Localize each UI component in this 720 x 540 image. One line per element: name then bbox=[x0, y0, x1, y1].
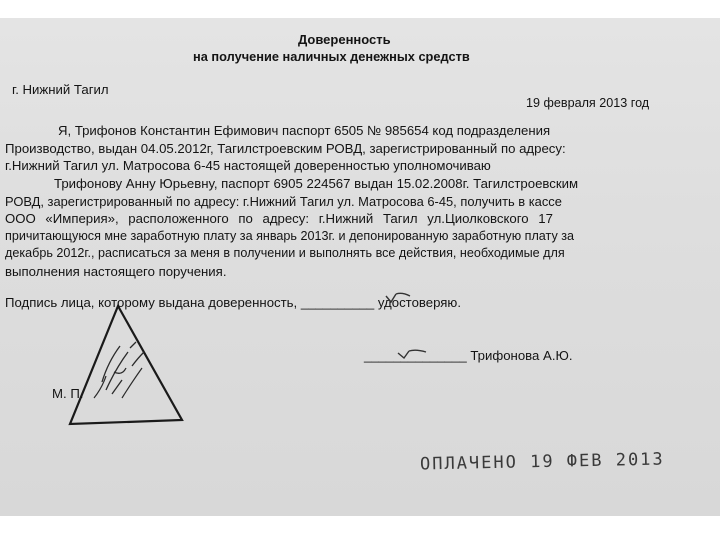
body-line-3: г.Нижний Тагил ул. Матросова 6-45 настоящей доверенностью уполномочиваю bbox=[5, 158, 491, 173]
signature-prefix: Подпись лица, которому выдана доверенность, bbox=[5, 295, 298, 310]
signature-blank: __________ bbox=[300, 295, 375, 310]
body-line-6: ООО «Империя», расположенного по адресу: г.Нижний Тагил ул.Циолковского 17 bbox=[5, 211, 553, 226]
body-line-9: выполнения настоящего поручения. bbox=[5, 264, 227, 279]
second-signature-blank: ______________ bbox=[364, 348, 467, 363]
body-line-4: Трифонову Анну Юрьевну, паспорт 6905 224567 выдан 15.02.2008г. Тагилстроевским bbox=[54, 176, 579, 191]
handwritten-signature-2 bbox=[396, 345, 430, 361]
triangle-seal bbox=[62, 302, 192, 436]
body-line-2: Производство, выдан 04.05.2012г, Тагилстроевским РОВД, зарегистрированный по адресу: bbox=[5, 141, 566, 156]
body-line-7: причитающуюся мне заработную плату за январь 2013г. и депонированную заработную плату за bbox=[5, 229, 575, 243]
handwritten-signature-1 bbox=[384, 290, 414, 306]
city: г. Нижний Тагил bbox=[12, 82, 109, 97]
document-subtitle: на получение наличных денежных средств bbox=[193, 49, 470, 64]
body-line-1: Я, Трифонов Константин Ефимович паспорт 6505 № 985654 код подразделения bbox=[58, 123, 551, 138]
body-line-5: РОВД, зарегистрированный по адресу: г.Нижний Тагил ул. Матросова 6-45, получить в кассе bbox=[5, 194, 562, 209]
signature-suffix: удостоверяю. bbox=[377, 295, 461, 310]
second-signature-name: Трифонова А.Ю. bbox=[470, 348, 573, 363]
body-line-8: декабрь 2012г., расписаться за меня в получении и выполнять все действия, необходимые для bbox=[5, 246, 565, 260]
document-date: 19 февраля 2013 год bbox=[526, 96, 650, 110]
paid-stamp: ОПЛАЧЕНО 19 ФЕВ 2013 bbox=[419, 449, 665, 475]
document-page bbox=[0, 18, 720, 516]
seal-label: М. П. bbox=[52, 386, 84, 401]
document-title: Доверенность bbox=[298, 32, 391, 47]
